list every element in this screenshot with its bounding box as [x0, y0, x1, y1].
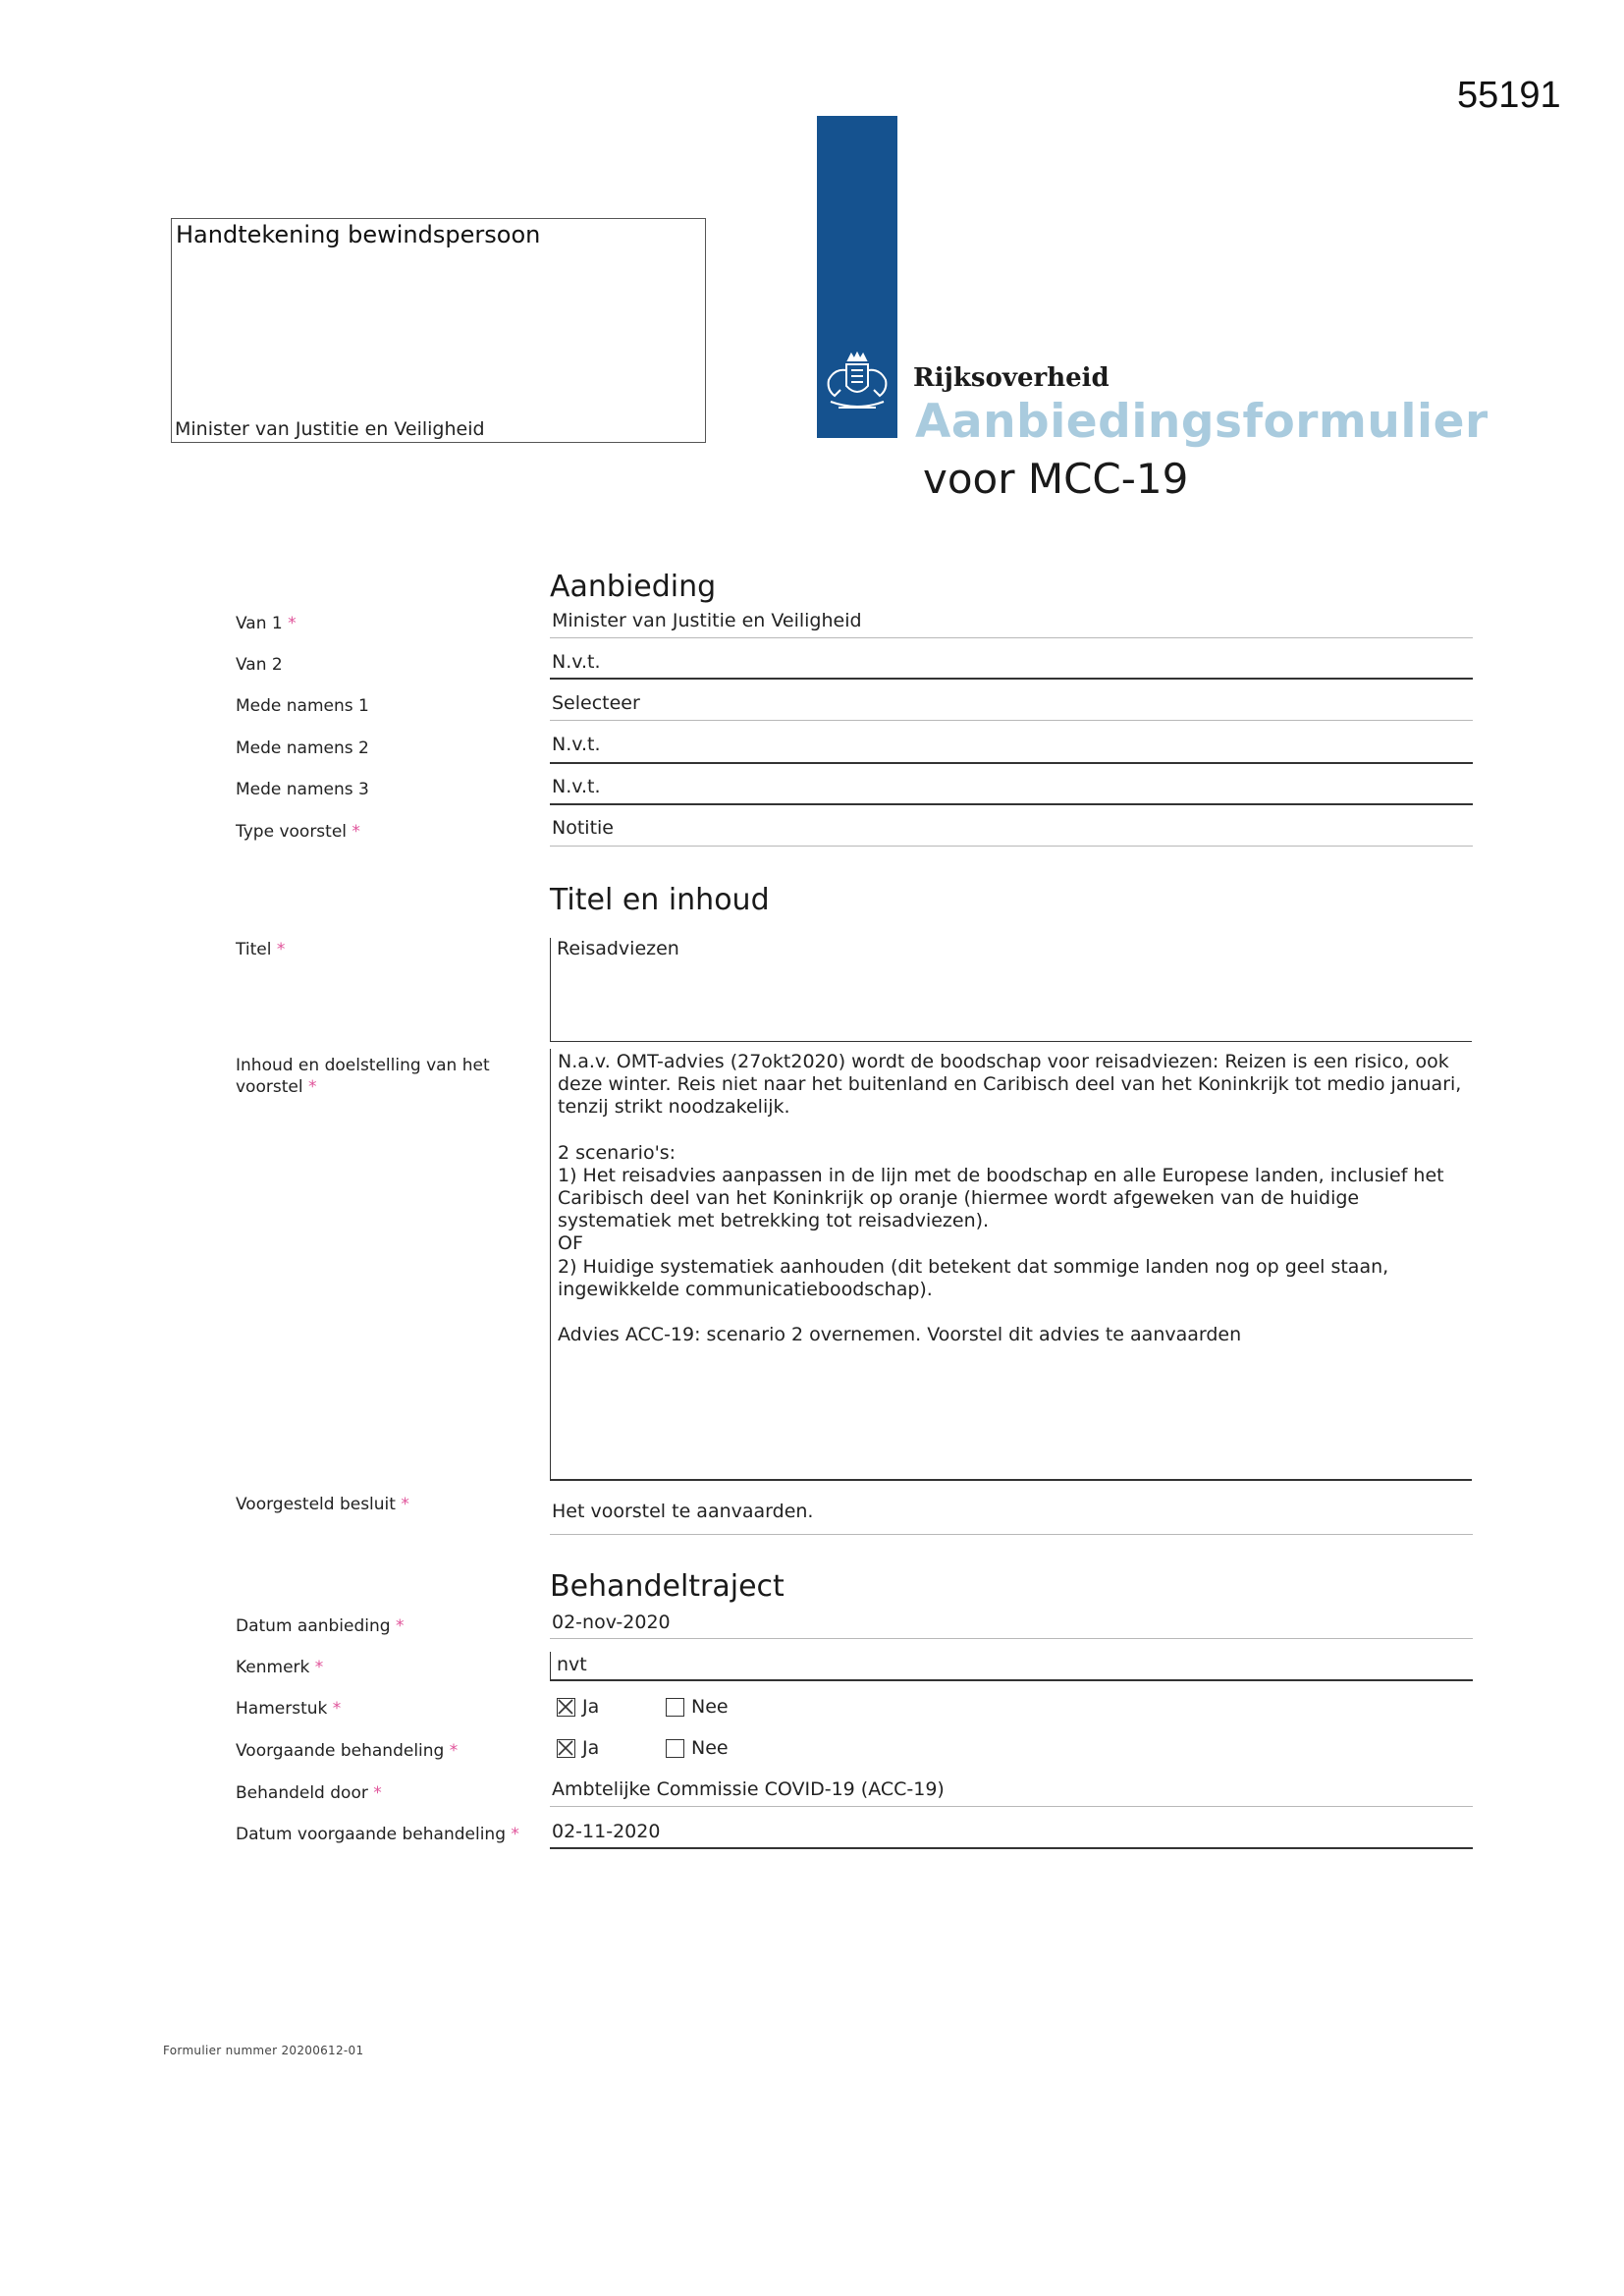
organisation-name: Rijksoverheid — [913, 363, 1110, 393]
field-underline — [550, 1534, 1473, 1535]
kenmerk-value: nvt — [557, 1654, 587, 1675]
field-underline — [550, 1638, 1473, 1639]
field-underline — [550, 803, 1473, 805]
required-marker: * — [314, 1658, 324, 1677]
required-marker: * — [332, 1699, 342, 1719]
document-number: 55191 — [1457, 75, 1561, 116]
inhoud-textarea[interactable] — [550, 1049, 1472, 1481]
field-label-datum-aanbieding: Datum aanbieding * — [236, 1616, 405, 1636]
option-label: Nee — [691, 1696, 729, 1718]
field-value-van-2[interactable]: N.v.t. — [552, 651, 601, 673]
field-value-mede-namens-2[interactable]: N.v.t. — [552, 734, 601, 755]
field-label-mede-namens-2: Mede namens 2 — [236, 738, 369, 758]
field-label-voorgaande-behandeling: Voorgaande behandeling * — [236, 1741, 459, 1761]
field-value-mede-namens-3[interactable]: N.v.t. — [552, 776, 601, 797]
field-underline — [550, 678, 1473, 680]
hamerstuk-option-no[interactable] — [666, 1696, 729, 1718]
required-marker: * — [511, 1825, 519, 1844]
required-marker: * — [401, 1495, 409, 1514]
required-marker: * — [288, 614, 297, 633]
inhoud-paragraph: Advies ACC-19: scenario 2 overnemen. Voorstel dit advies te aanvaarden — [558, 1324, 1242, 1346]
checkbox-unchecked-icon — [666, 1739, 684, 1758]
field-label-inhoud: Inhoud en doelstelling van het voorstel * — [236, 1056, 490, 1097]
voorgaande-option-yes[interactable] — [557, 1737, 599, 1759]
option-label: Ja — [582, 1737, 600, 1759]
required-marker: * — [352, 822, 360, 842]
option-label: Ja — [582, 1696, 600, 1718]
form-number: Formulier nummer 20200612-01 — [163, 2044, 364, 2057]
inhoud-text — [558, 1051, 1466, 1369]
field-value-mede-namens-1[interactable]: Selecteer — [552, 692, 640, 714]
voorgaande-option-no[interactable] — [666, 1737, 729, 1759]
field-value-datum-voorgaande-behandeling[interactable]: 02-11-2020 — [552, 1821, 661, 1842]
field-value-type-voorstel[interactable]: Notitie — [552, 817, 614, 839]
signature-box — [171, 218, 706, 443]
crest-icon — [819, 351, 895, 419]
titel-textarea[interactable] — [550, 938, 1472, 1042]
field-label-mede-namens-3: Mede namens 3 — [236, 780, 369, 799]
required-marker: * — [449, 1741, 459, 1761]
section-heading-behandeltraject: Behandeltraject — [550, 1569, 785, 1604]
field-value-van-1[interactable]: Minister van Justitie en Veiligheid — [552, 610, 862, 631]
field-label-kenmerk: Kenmerk * — [236, 1658, 324, 1677]
field-label-mede-namens-1: Mede namens 1 — [236, 696, 369, 716]
required-marker: * — [307, 1077, 317, 1097]
kenmerk-input[interactable] — [550, 1652, 1473, 1681]
field-label-titel: Titel * — [236, 940, 286, 959]
hamerstuk-option-yes[interactable] — [557, 1696, 599, 1718]
checkbox-checked-icon — [557, 1698, 575, 1717]
field-underline — [550, 762, 1473, 764]
field-value-voorgesteld-besluit[interactable]: Het voorstel te aanvaarden. — [552, 1501, 814, 1522]
required-marker: * — [276, 940, 286, 959]
checkbox-checked-icon — [557, 1739, 575, 1758]
field-label-behandeld-door: Behandeld door * — [236, 1783, 382, 1803]
field-underline — [550, 720, 1473, 721]
field-label-hamerstuk: Hamerstuk * — [236, 1699, 342, 1719]
field-value-behandeld-door[interactable]: Ambtelijke Commissie COVID-19 (ACC-19) — [552, 1778, 945, 1800]
form-title: Aanbiedingsformulier — [915, 395, 1489, 449]
signature-box-minister: Minister van Justitie en Veiligheid — [175, 418, 485, 440]
field-underline — [550, 1806, 1473, 1807]
required-marker: * — [395, 1616, 405, 1636]
required-marker: * — [373, 1783, 382, 1803]
inhoud-paragraph: N.a.v. OMT-advies (27okt2020) wordt de boodschap voor reisadviezen: Reizen is een risico, ook deze winter. Reis niet naar het buitenland en Caribisch deel van het Koninkrijk tot medio januari, tenzij strikt noodzakelijk. — [558, 1051, 1462, 1119]
field-value-datum-aanbieding[interactable]: 02-nov-2020 — [552, 1612, 671, 1633]
field-label-van-2: Van 2 — [236, 655, 283, 675]
titel-value: Reisadviezen — [557, 938, 679, 959]
checkbox-unchecked-icon — [666, 1698, 684, 1717]
field-underline — [550, 1847, 1473, 1849]
section-heading-aanbieding: Aanbieding — [550, 570, 717, 604]
form-subtitle: voor MCC-19 — [923, 455, 1189, 503]
inhoud-paragraph: 2 scenario's: 1) Het reisadvies aanpassen in de lijn met de boodschap en alle Europese landen, inclusief het Caribisch deel van het Koninkrijk op oranje (hiermee wordt afgeweken van de huidige systematiek met betrekking tot reisadviezen). OF 2) Huidige systematiek aanhouden (dit betekent dat sommige landen nog op geel staan, ingewikkelde communicatieboodschap). — [558, 1141, 1444, 1300]
section-heading-titel-en-inhoud: Titel en inhoud — [550, 883, 770, 917]
field-label-datum-voorgaande-behandeling: Datum voorgaande behandeling * — [236, 1825, 519, 1844]
field-underline — [550, 637, 1473, 638]
field-label-type-voorstel: Type voorstel * — [236, 822, 360, 842]
option-label: Nee — [691, 1737, 729, 1759]
field-underline — [550, 846, 1473, 847]
signature-box-title: Handtekening bewindspersoon — [176, 221, 541, 248]
field-label-van-1: Van 1 * — [236, 614, 297, 633]
field-label-voorgesteld-besluit: Voorgesteld besluit * — [236, 1495, 409, 1514]
